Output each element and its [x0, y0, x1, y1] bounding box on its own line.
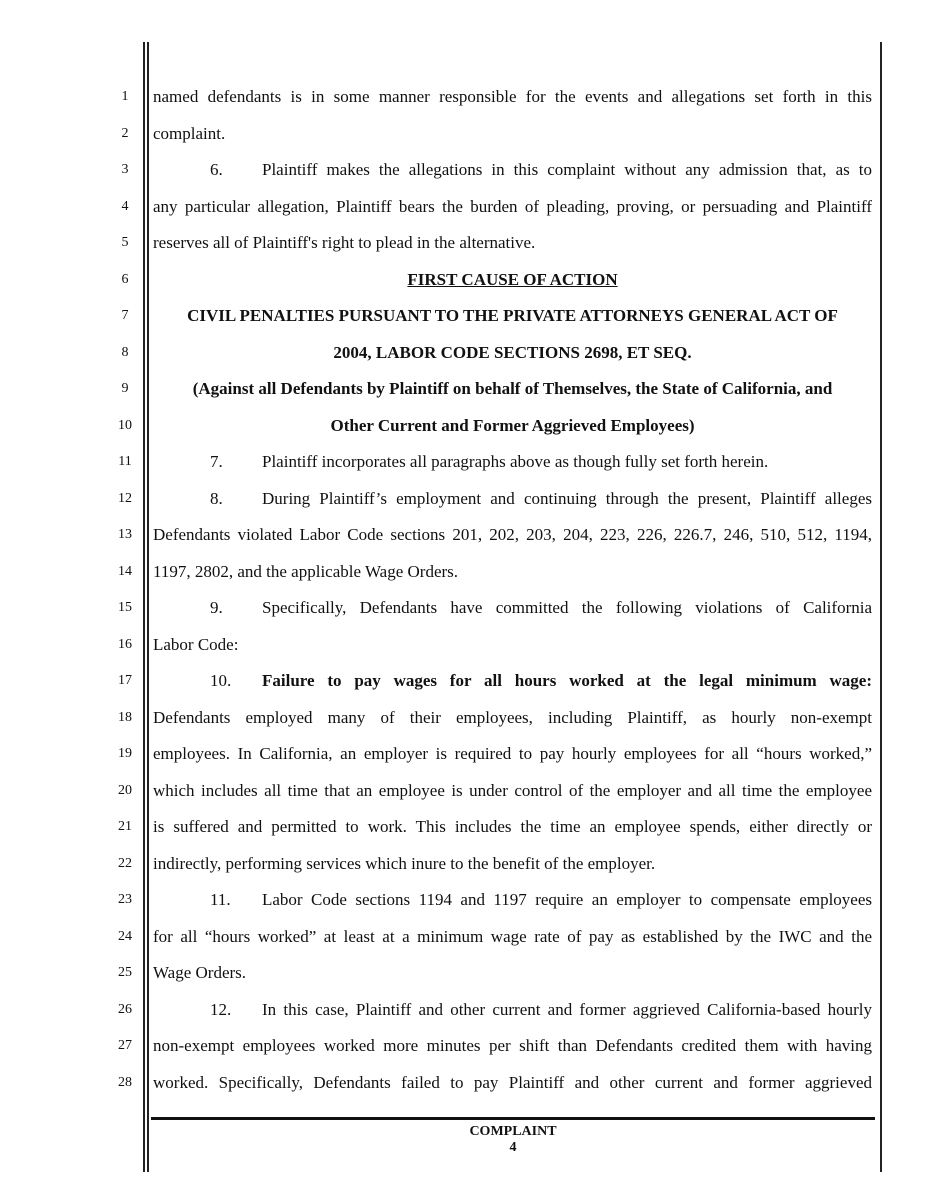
- paragraph-11-start: [153, 882, 872, 919]
- paragraph-10-start: [153, 663, 872, 700]
- line-number: 16: [118, 636, 132, 652]
- line-number: 20: [118, 782, 132, 798]
- text-line: Wage Orders.: [153, 963, 247, 982]
- text-line: worked. Specifically, Defendants failed to pay Plaintiff and other current and former aggrieved: [153, 1072, 872, 1092]
- line-number: 26: [118, 1001, 132, 1017]
- text-line: complaint.: [153, 123, 226, 143]
- cause-of-action-heading: FIRST CAUSE OF ACTION: [407, 269, 618, 289]
- line-number: 1: [121, 89, 129, 104]
- line-number: 3: [121, 162, 129, 177]
- text-line: non-exempt employees worked more minutes per shift than Defendants credited them with having: [153, 1036, 872, 1055]
- text-line: 1197, 2802, and the applicable Wage Orders.: [153, 561, 459, 581]
- text-line: In this case, Plaintiff and other current and former aggrieved California-based hourly: [262, 999, 872, 1019]
- paragraph-6-start: [153, 152, 872, 189]
- line-number: 10: [118, 417, 132, 433]
- paragraph-number: 9.: [210, 598, 223, 617]
- text-line: reserves all of Plaintiff's right to plead in the alternative.: [153, 233, 536, 252]
- paragraph-12-start: [153, 992, 872, 1029]
- paragraph-8-start: [153, 481, 872, 518]
- line-number: 25: [118, 965, 132, 980]
- line-number: 11: [118, 454, 132, 469]
- line-number: 5: [121, 235, 129, 250]
- line-number: 19: [118, 746, 132, 761]
- left-margin-line-outer: [143, 42, 145, 1172]
- text-line: indirectly, performing services which inure to the benefit of the employer.: [153, 853, 656, 873]
- line-number: 22: [118, 855, 132, 871]
- paragraph-number: 10.: [210, 671, 232, 690]
- text-line: Labor Code:: [153, 634, 239, 654]
- paragraph-heading: Failure to pay wages for all hours worked at the legal minimum wage:: [262, 671, 872, 690]
- paragraph-number: 8.: [210, 488, 223, 508]
- text-line: Plaintiff makes the allegations in this complaint without any admission that, as to: [262, 160, 872, 179]
- line-number: 2: [121, 125, 129, 141]
- line-number: 15: [118, 600, 132, 615]
- cause-parties-line: Other Current and Former Aggrieved Employees): [330, 415, 695, 435]
- line-number: 6: [121, 271, 129, 287]
- footer-title: COMPLAINT: [469, 1124, 557, 1139]
- text-line: named defendants is in some manner responsible for the events and allegations set forth in this: [153, 87, 872, 106]
- text-line: is suffered and permitted to work. This includes the time an employee spends, either directly or: [153, 817, 872, 836]
- line-number: 13: [118, 527, 132, 542]
- text-line: Labor Code sections 1194 and 1197 require an employer to compensate employees: [262, 890, 872, 909]
- paragraph-number: 7.: [210, 452, 223, 471]
- line-number: 24: [118, 928, 132, 944]
- line-number: 23: [118, 892, 132, 907]
- line-number: 28: [118, 1074, 132, 1090]
- paragraph-number: 6.: [210, 160, 223, 179]
- line-number: 27: [118, 1038, 132, 1053]
- text-line: Defendants violated Labor Code sections 201, 202, 203, 204, 223, 226, 226.7, 246, 510, 512, 1194,: [153, 525, 872, 544]
- line-number: 18: [118, 709, 132, 725]
- paragraph-9-start: [153, 590, 872, 627]
- text-line: which includes all time that an employee is under control of the employer and all time the employee: [153, 780, 872, 800]
- line-number: 17: [118, 673, 132, 688]
- paragraph-number: 12.: [210, 999, 232, 1019]
- paragraph-number: 11.: [210, 890, 231, 909]
- footer-page-number: 4: [509, 1140, 517, 1155]
- cause-parties-line: (Against all Defendants by Plaintiff on behalf of Themselves, the State of California, and: [192, 379, 833, 398]
- cause-title-line: CIVIL PENALTIES PURSUANT TO THE PRIVATE ATTORNEYS GENERAL ACT OF: [187, 306, 838, 325]
- left-margin-line-inner: [147, 42, 149, 1172]
- line-number: 21: [118, 819, 132, 834]
- text-line: Defendants employed many of their employees, including Plaintiff, as hourly non-exempt: [153, 707, 872, 727]
- line-number: 9: [121, 381, 129, 396]
- line-number: 12: [118, 490, 132, 506]
- text-line: for all “hours worked” at least at a minimum wage rate of pay as established by the IWC and the: [153, 926, 872, 946]
- line-number: 8: [121, 344, 129, 360]
- text-line: During Plaintiff’s employment and continuing through the present, Plaintiff alleges: [262, 488, 872, 508]
- line-number: 14: [118, 563, 132, 579]
- footer-rule: [151, 1117, 875, 1120]
- line-number: 4: [121, 198, 129, 214]
- paragraph-7: [153, 444, 872, 481]
- text-line: any particular allegation, Plaintiff bears the burden of pleading, proving, or persuading and Plaintiff: [153, 196, 872, 216]
- line-number: 7: [121, 308, 129, 323]
- cause-title-line: 2004, LABOR CODE SECTIONS 2698, ET SEQ.: [333, 342, 692, 362]
- text-line: Plaintiff incorporates all paragraphs above as though fully set forth herein.: [262, 452, 769, 471]
- text-line: employees. In California, an employer is required to pay hourly employees for all “hours worked,”: [153, 744, 872, 763]
- text-line: Specifically, Defendants have committed the following violations of California: [262, 598, 872, 617]
- right-margin-line: [880, 42, 882, 1172]
